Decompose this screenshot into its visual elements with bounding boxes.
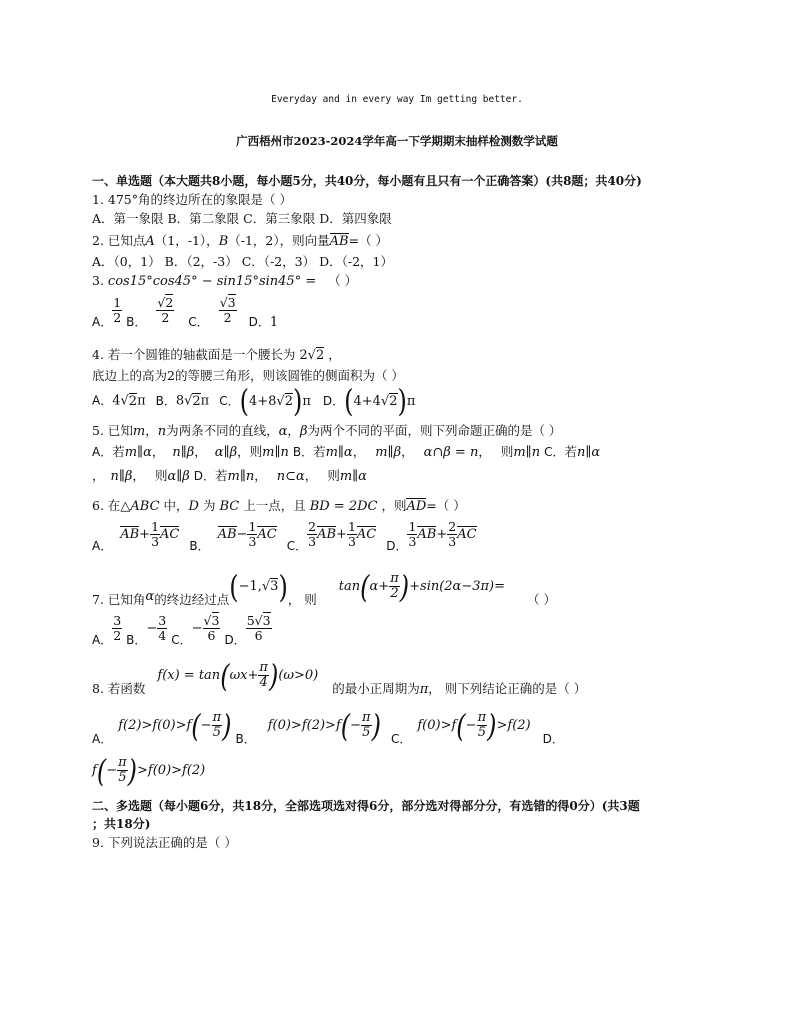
q3-stem: 3. cos15°cos45° − sin15°sin45° = （ ） — [92, 273, 358, 289]
q8-options-line2: f(− $\frac{\pi}{5}$ )>f(0)>f(2) — [92, 752, 206, 789]
q9-stem: 9. 下列说法正确的是（ ） — [92, 835, 237, 850]
q7-options: A． $\frac{3}{2}$ B．− $\frac{3}{4}$ C．− $\frac{√3}{6}$ D． $\frac{5√3}{6}$ — [92, 613, 271, 647]
q2-options: A．（0，1） B．（2，-3） C．（-2，3） D．（-2，1） — [92, 254, 394, 269]
q4-stem-line2: 底边上的高为2的等腰三角形，则该圆锥的侧面积为（ ） — [92, 368, 404, 383]
q4-options: A．4√2π B．8√2π C．(4+8√2)π D．(4+4√2)π — [92, 382, 416, 420]
q5-options-line1: A．若m∥α， n∥β， α∥β，则m∥n B．若m∥α， m∥β， α∩β = n， 则m∥n C．若n∥α — [92, 444, 601, 460]
section2-header-line1: 二、多选题（每小题6分，共18分，全部选项选对得6分，部分选对得部分分，有选错的得0分）(共3题 — [92, 799, 640, 813]
q5-options-line2: ， n∥β， 则α∥β D．若m∥n， n⊂α， 则m∥α — [92, 468, 367, 484]
q3-options: A． $\frac{1}{2}$ B． $\frac{√2}{2}$ C． $\frac{√3}{2}$ D．1 — [92, 295, 279, 330]
q8-options-line1: A．f(2)>f(0)>f(− $\frac{\pi}{5}$ ) B．f(0)>f(2)>f(− $\frac{\pi}{5}$ ) C．f(0)>f(− $\frac{\pi}{5}$ )>f(2) D． — [92, 707, 564, 747]
q7-stem: 7. 已知角α的终边经过点(−1,√3)， 则 tan(α+ $\frac{\pi}{2}$ )+sin(2α−3π)= （ ） — [92, 568, 556, 608]
section1-header: 一、单选题（本大题共8小题，每小题5分，共40分，每小题有且只有一个正确答案）(共8题；共40分) — [92, 174, 642, 188]
q6-options: A．AB+ $\frac{1}{3}$ AC B．AB− $\frac{1}{3}$ AC C． $\frac{2}{3}$ AB+ $\frac{1}{3}$ AC D． $\frac{1}{3}$ AB+ $\frac{2}{3}$ AC — [92, 519, 477, 553]
page-title: 广西梧州市2023-2024学年高一下学期期末抽样检测数学试题 — [236, 134, 558, 148]
q5-stem: 5. 已知m，n为两条不同的直线，α，β为两个不同的平面，则下列命题正确的是（ ） — [92, 423, 562, 439]
q4-stem-line1: 4. 若一个圆锥的轴截面是一个腰长为 2√2 ， — [92, 347, 341, 363]
q2-stem: 2. 已知点A（1，-1），B（-1，2），则向量AB=（ ） — [92, 233, 389, 249]
q1-options: A．第一象限 B．第二象限 C．第三象限 D．第四象限 — [92, 211, 392, 226]
q6-stem: 6. 在△ABC 中，D 为 BC 上一点，且 BD = 2DC ，则AD=（ ） — [92, 498, 466, 514]
q8-stem: 8. 若函数 f(x) = tan(ωx+ $\frac{\pi}{4}$ )(ω>0) 的最小正周期为π， 则下列结论正确的是（ ） — [92, 657, 587, 698]
q1-stem: 1. 475°角的终边所在的象限是（ ） — [92, 192, 292, 207]
motto: Everyday and in every way Im getting better. — [271, 94, 523, 105]
section2-header-line2: ；共18分) — [92, 817, 151, 831]
